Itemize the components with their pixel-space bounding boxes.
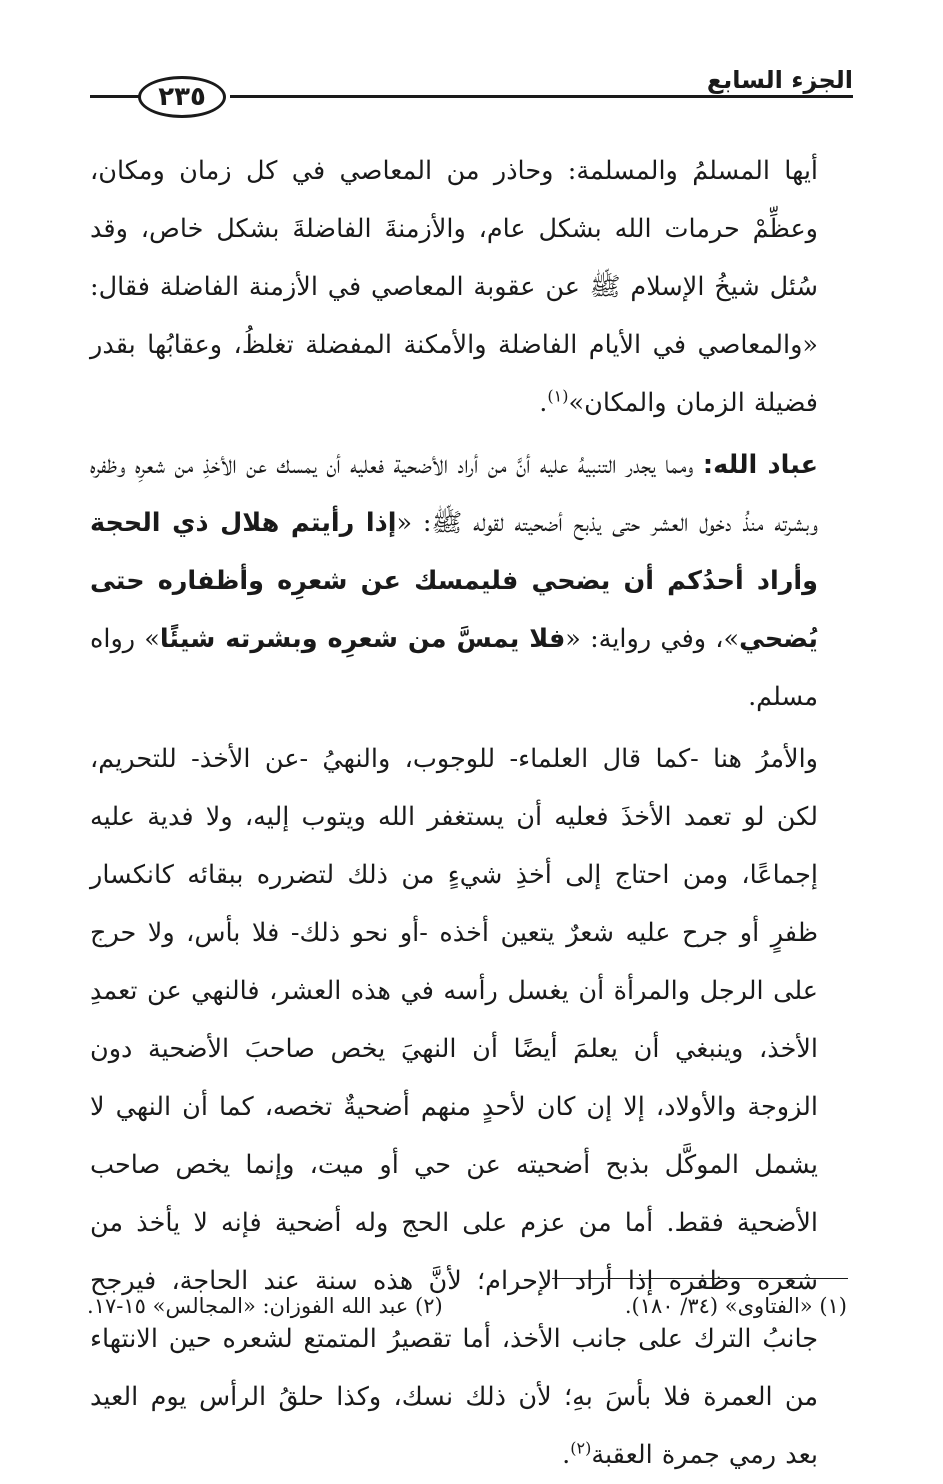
page-number-text: ٢٣٥ [158,82,206,112]
page-number [138,76,226,118]
paragraph-2-text-b: »، وفي رواية: « [565,624,740,654]
paragraph-3-text: والأمرُ هنا -كما قال العلماء- للوجوب، والنهيُ -عن الأخذ- للتحريم، لكن لو تعمد الأخذَ فعليه أن يستغفر الله ويتوب إليه، ولا فدية عليه إجماعًا، ومن احتاج إلى أخذِ شيءٍ من ذلك لتضرره ببقائه كانكسار ظفرٍ أو جرح عليه شعرٌ يتعين أخذه -أو نحو ذلك- فلا بأس، ولا حرج على الرجل والمرأة أن يغسل رأسه في هذه العشر، فالنهي عن تعمدِ الأخذ، وينبغي أن يعلمَ أيضًا أن النهيَ يخص صاحبَ الأضحية دون الزوجة والأولاد، إلا إن كان لأحدٍ منهم أضحيةٌ تخصه، كما أن النهي لا يشمل الموكَّل بذبح أضحيته عن حي أو ميت، وإنما يخص صاحب الأضحية فقط. أما من عزم على الحج وله أضحية فإنه لا يأخذ من شعره وظفره إذا أراد الإحرام؛ لأنَّ هذه سنة عند الحاجة، فيرجح جانبُ الترك على جانب الأخذ، أما تقصيرُ المتمتع لشعره حين الانتهاء من العمرة فلا بأسَ بهِ؛ لأن ذلك نسك، وكذا حلقُ الرأس يوم العيد بعد رمي جمرة العقبة [90,744,818,1470]
paragraph-2 [90,436,850,726]
paragraph-2-lead: عباد الله: [702,450,818,480]
hadith-1: إذا رأيتم هلال ذي الحجة وأراد أحدُكم أن يضحي فليمسك عن شعرِه وأظفاره حتى يُضحي [90,508,818,654]
hadith-2: فلا يمسَّ من شعرِه وبشرته شيئًا [159,624,566,654]
part-title: الجزء السابع [706,66,853,94]
paragraph-3 [90,730,850,1484]
paragraph-1 [90,142,850,432]
footnotes [87,1294,847,1334]
paragraph-2-text-a: ومما يجدر التنبيهُ عليه أنَّ من أراد الأضحية فعليه أن يمسك عن الأخذِ من شعرِه وظفره وبشرته منذُ دخول العشر حتى يذبح أضحيته لقوله ﷺ: « [90,450,818,538]
paragraph-2-text-c: » رواه مسلم. [90,624,818,712]
header-rule [230,95,853,98]
footnote-ref-1: (١) [547,386,569,406]
footnote-1: (١) «الفتاوى» (٣٤/ ١٨٠). [624,1294,847,1318]
paragraph-1-text: أيها المسلمُ والمسلمة: وحاذر من المعاصي في كل زمان ومكان، وعظِّمْ حرمات الله بشكل عام، والأزمنةَ الفاضلةَ بشكل خاص، وقد سُئل شيخُ الإسلام ﷺ عن عقوبة المعاصي في الأزمنة الفاضلة فقال: «والمعاصي في الأيام الفاضلة والأمكنة المفضلة تغلظُ، وعقابُها بقدر فضيلة الزمان والمكان» [90,156,818,418]
footnote-ref-2: (٢) [570,1438,592,1458]
paragraph-1-end: . [539,388,548,418]
paragraph-3-end: . [562,1440,571,1470]
main-text [90,142,850,1484]
footnote-separator [552,1278,848,1279]
page-header [90,62,853,122]
footnote-2: (٢) عبد الله الفوزان: «المجالس» ١٥-١٧. [87,1294,443,1318]
